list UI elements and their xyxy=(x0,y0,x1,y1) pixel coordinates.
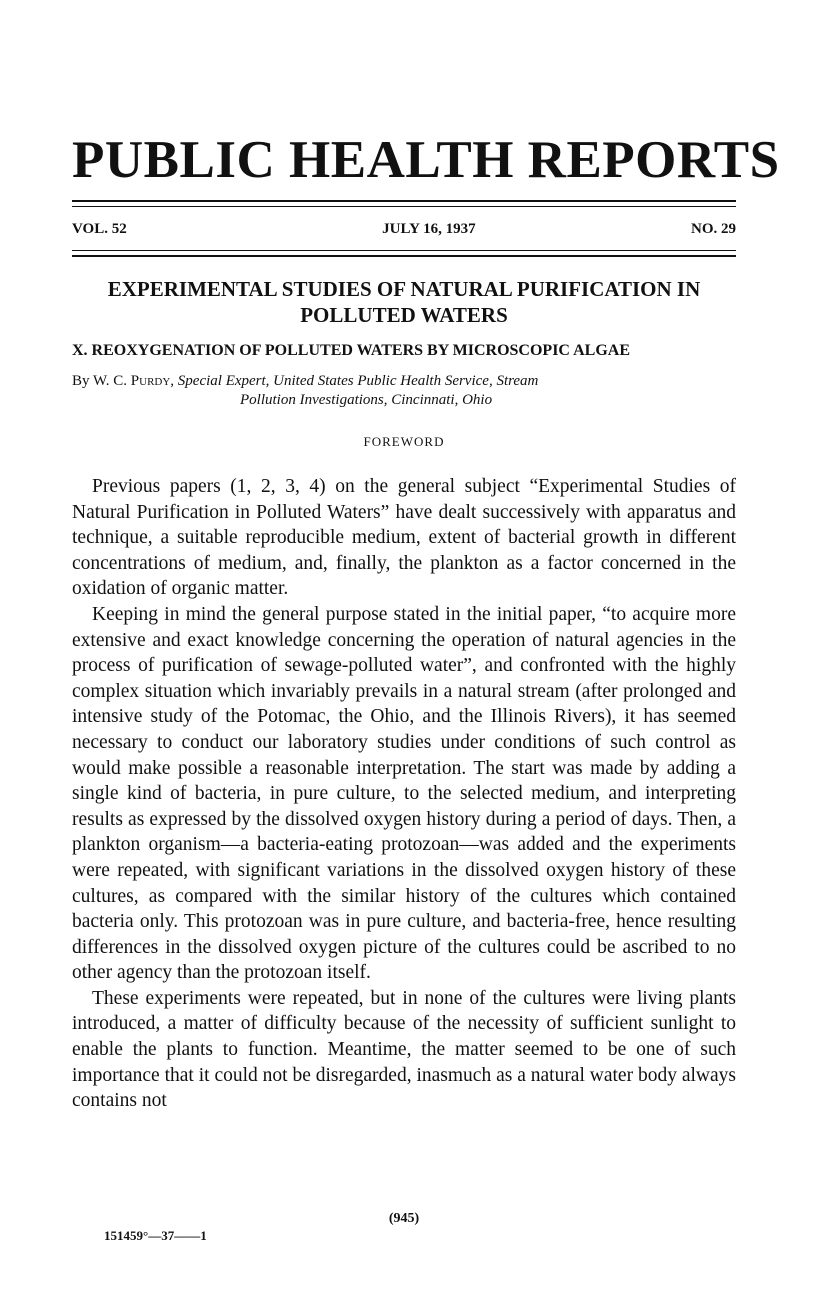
masthead xyxy=(72,217,736,241)
article-title: EXPERIMENTAL STUDIES OF NATURAL PURIFICATION IN POLLUTED WATERS xyxy=(107,277,701,327)
byline xyxy=(72,372,736,410)
section-heading: FOREWORD xyxy=(363,434,445,449)
author-affiliation-line2: Pollution Investigations, Cincinnati, Ohio xyxy=(240,392,493,408)
print-code: 151459°—37——1 xyxy=(104,1228,207,1243)
author-affiliation-line1: Special Expert, United States Public Health Service, Stream xyxy=(177,373,539,389)
byline-prefix: By W. C. xyxy=(72,373,128,389)
article-body xyxy=(72,474,736,1114)
body-paragraph: Keeping in mind the general purpose stated in the initial paper, “to acquire more extensive and exact knowledge concerning the operation of natural agencies in the process of purification of sewage-polluted water”, and confronted with the highly complex situation which invariably prevails in a natural stream (after prolonged and intensive study of the Potomac, the Ohio, and the Illinois Rivers), it has seemed necessary to conduct our laboratory studies under conditions of such control as would make possible a reasonable interpretation. The start was made by adding a single kind of bacteria, in pure culture, to the selected medium, and interpreting results as expressed by the dissolved oxygen history during a period of days. Then, a plankton organism—a bacteria-eating protozoan—was added and the experiments were repeated, with significant variations in the dissolved oxygen history of these cultures, as compared with the similar history of the cultures which contained bacteria only. This protozoan was in pure culture, and bacteria-free, hence resulting differences in the dissolved oxygen picture of the cultures could be ascribed to no other agency than the protozoan itself. xyxy=(72,603,736,984)
header-rule-top xyxy=(72,200,736,202)
issue-number: NO. 29 xyxy=(691,221,736,237)
author-name: Purdy, xyxy=(130,373,175,389)
header-rule-bottom xyxy=(72,255,736,257)
issue-date: JULY 16, 1937 xyxy=(382,221,476,237)
journal-title: PUBLIC HEALTH REPORTS xyxy=(72,131,780,189)
body-paragraph: Previous papers (1, 2, 3, 4) on the general subject “Experimental Studies of Natural Purification in Polluted Waters” have dealt successively with apparatus and technique, a suitable reproducible medium, extent of bacterial growth in different concentrations of medium, and, finally, the plankton as a factor concerned in the oxidation of organic matter. xyxy=(72,476,736,600)
article-subtitle: X. REOXYGENATION OF POLLUTED WATERS BY MICROSCOPIC ALGAE xyxy=(72,342,630,359)
body-paragraph: These experiments were repeated, but in none of the cultures were living plants introduced, a matter of difficulty because of the necessity of sufficient sunlight to enable the plants to function. Meantime, the matter seemed to be one of such importance that it could not be disregarded, inasmuch as a natural water body always contains not xyxy=(72,987,736,1112)
volume-label: VOL. 52 xyxy=(72,221,127,237)
page-number: (945) xyxy=(388,1211,420,1226)
header-rule-bottom-thin xyxy=(72,250,736,251)
header-rule-top-thin xyxy=(72,206,736,207)
